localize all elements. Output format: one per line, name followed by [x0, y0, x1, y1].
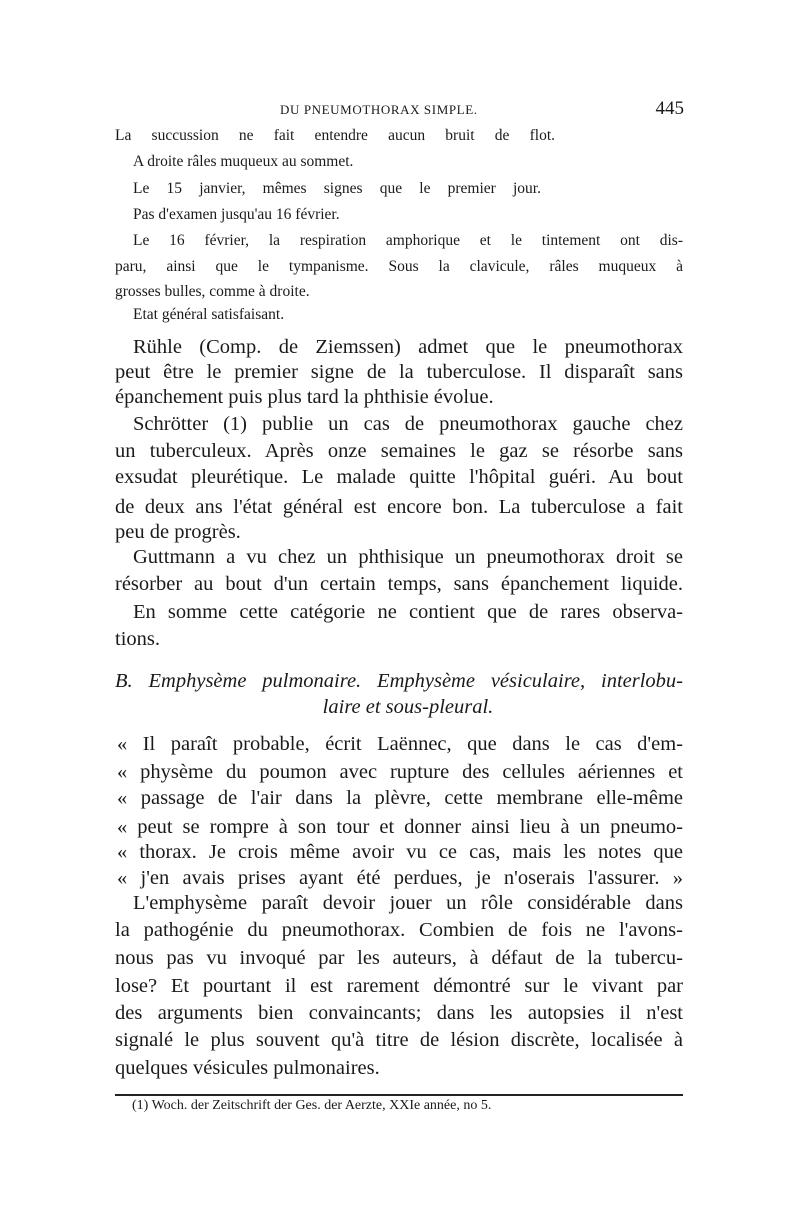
quote-line: « thorax. Je crois même avoir vu ce cas, mais les notes que: [117, 841, 683, 863]
text-line: Guttmann a vu chez un phthisique un pneumothorax droit se: [133, 546, 683, 568]
section-heading: B. Emphysème pulmonaire. Emphysème vésiculaire, interlobu-: [115, 670, 683, 692]
text-line: la pathogénie du pneumothorax. Combien de fois ne l'avons-: [115, 919, 683, 941]
text-line: peu de progrès.: [115, 521, 241, 543]
text-line: quelques vésicules pulmonaires.: [115, 1057, 380, 1079]
text-line: En somme cette catégorie ne contient que de rares observa-: [133, 601, 683, 623]
text-line: Le 15 janvier, mêmes signes que le premier jour.: [133, 180, 541, 197]
text-line: paru, ainsi que le tympanisme. Sous la clavicule, râles muqueux à: [115, 258, 683, 275]
quote-line: « passage de l'air dans la plèvre, cette membrane elle-même: [117, 787, 683, 809]
text-line: de deux ans l'état général est encore bon. La tuberculose a fait: [115, 496, 683, 518]
text-line: Etat général satisfaisant.: [133, 306, 285, 323]
text-line: Rühle (Comp. de Ziemssen) admet que le pneumothorax: [133, 336, 683, 358]
text-line: tions.: [115, 628, 160, 650]
text-line: Le 16 février, la respiration amphorique et le tintement ont dis-: [133, 232, 683, 249]
quote-line: « physème du poumon avec rupture des cellules aériennes et: [117, 761, 683, 783]
section-heading-continued: laire et sous-pleural.: [322, 696, 494, 718]
text-line: L'emphysème paraît devoir jouer un rôle considérable dans: [133, 892, 683, 914]
text-line: lose? Et pourtant il est rarement démontré sur le vivant par: [115, 975, 683, 997]
page-number: 445: [655, 98, 684, 119]
text-line: épanchement puis plus tard la phthisie évolue.: [115, 386, 494, 408]
quote-line: « peut se rompre à son tour et donner ainsi lieu à un pneumo-: [117, 816, 683, 838]
text-line: peut être le premier signe de la tuberculose. Il disparaît sans: [115, 361, 683, 383]
text-line: Pas d'examen jusqu'au 16 février.: [133, 206, 340, 223]
text-line: grosses bulles, comme à droite.: [115, 283, 310, 300]
quote-line: « Il paraît probable, écrit Laënnec, que dans le cas d'em-: [117, 733, 683, 755]
text-line: signalé le plus souvent qu'à titre de lésion discrète, localisée à: [115, 1029, 683, 1051]
text-line: des arguments bien convaincants; dans les autopsies il n'est: [115, 1002, 683, 1024]
text-line: nous pas vu invoqué par les auteurs, à défaut de la tubercu-: [115, 947, 683, 969]
quote-line: « j'en avais prises ayant été perdues, je n'oserais l'assurer. »: [117, 867, 683, 889]
running-title: DU PNEUMOTHORAX SIMPLE.: [280, 102, 478, 117]
footnote: (1) Woch. der Zeitschrift der Ges. der Aerzte, XXIe année, no 5.: [132, 1098, 492, 1113]
footnote-divider: [115, 1094, 683, 1096]
text-line: résorber au bout d'un certain temps, sans épanchement liquide.: [115, 573, 683, 595]
text-line: un tuberculeux. Après onze semaines le gaz se résorbe sans: [115, 440, 683, 462]
text-line: exsudat pleurétique. Le malade quitte l'hôpital guéri. Au bout: [115, 466, 683, 488]
text-line: La succussion ne fait entendre aucun bruit de flot.: [115, 127, 555, 144]
text-line: A droite râles muqueux au sommet.: [133, 153, 354, 170]
text-line: Schrötter (1) publie un cas de pneumothorax gauche chez: [133, 413, 683, 435]
